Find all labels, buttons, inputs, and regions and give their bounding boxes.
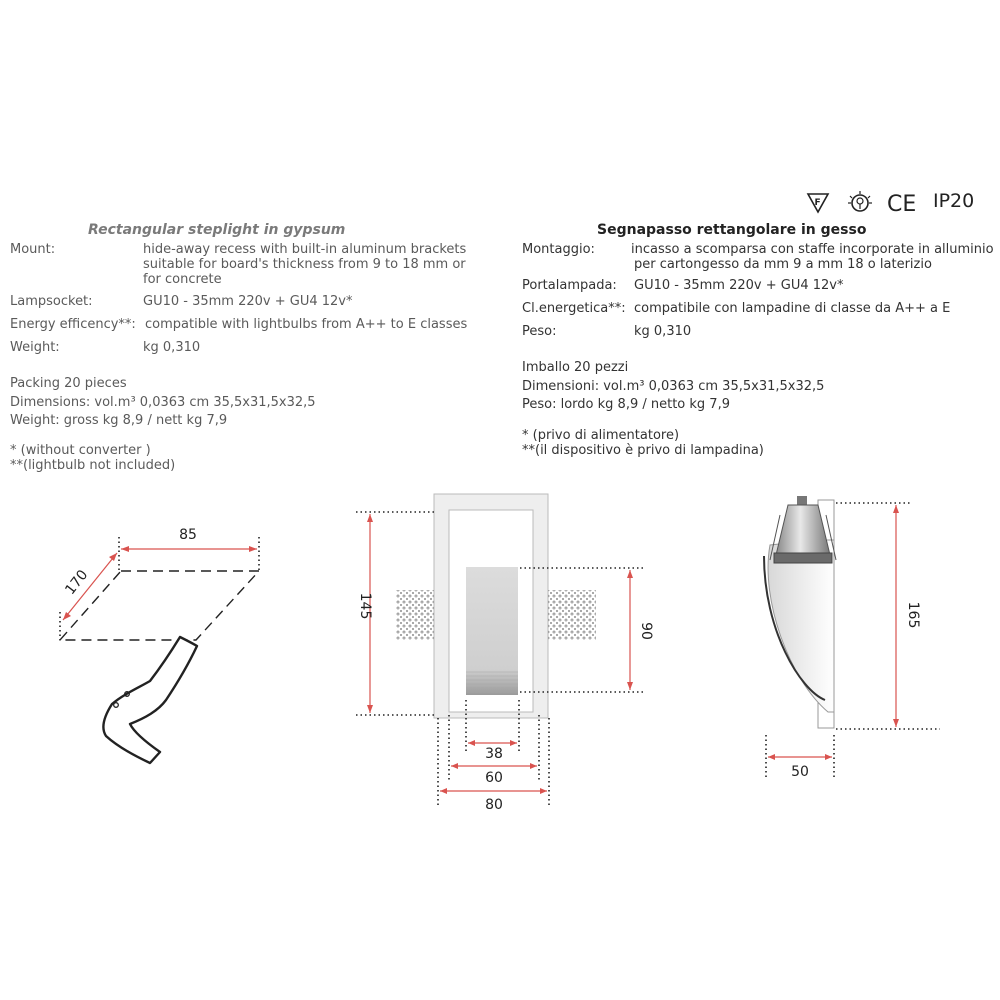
it-note-1: * (privo di alimentatore) [522, 428, 680, 443]
dim-cutout-width: 85 [179, 527, 197, 543]
it-mount-label: Montaggio: [522, 242, 595, 257]
en-mount-line-1: hide-away recess with built-in aluminum brackets [143, 242, 467, 257]
en-mount-line-2: suitable for board's thickness from 9 to 18 mm or [143, 257, 466, 272]
it-packing-3: Peso: lordo kg 8,9 / netto kg 7,9 [522, 397, 730, 412]
it-energy-value: compatibile con lampadine di classe da A++ a E [634, 301, 951, 316]
en-mount-line-3: for concrete [143, 272, 222, 287]
en-energy-label: Energy efficency**: [10, 317, 136, 332]
dim-window-width: 38 [485, 746, 503, 762]
it-weight-value: kg 0,310 [634, 324, 692, 339]
svg-text:F: F [814, 198, 821, 208]
hand-icon [103, 637, 197, 763]
dim-inner-width: 60 [485, 770, 503, 786]
it-weight-label: Peso: [522, 324, 557, 339]
dim-side-height: 165 [905, 601, 921, 629]
en-weight-value: kg 0,310 [143, 340, 201, 355]
cutout-drawing [60, 527, 259, 763]
en-weight-label: Weight: [10, 340, 60, 355]
front-view-drawing [356, 494, 654, 813]
dim-window-height: 90 [638, 622, 654, 640]
it-mount-line-2: per cartongesso da mm 9 a mm 18 o laterizio [634, 257, 932, 272]
dim-front-height: 145 [357, 592, 373, 620]
gypsum-wing-right [548, 590, 596, 640]
it-energy-label: Cl.energetica**: [522, 301, 626, 316]
en-lampsocket-value: GU10 - 35mm 220v + GU4 12v* [143, 294, 353, 309]
gypsum-wing-left [396, 590, 434, 640]
dim-cutout-depth: 170 [62, 567, 92, 598]
italian-title: Segnapasso rettangolare in gesso [597, 222, 867, 238]
en-note-1: * (without converter ) [10, 443, 151, 458]
en-note-2: **(lightbulb not included) [10, 458, 176, 473]
en-mount-label: Mount: [10, 242, 56, 257]
en-packing-1: Packing 20 pieces [10, 376, 127, 391]
en-packing-2: Dimensions: vol.m³ 0,0363 cm 35,5x31,5x32,5 [10, 395, 316, 410]
it-packing-2: Dimensioni: vol.m³ 0,0363 cm 35,5x31,5x32,5 [522, 379, 825, 394]
it-packing-1: Imballo 20 pezzi [522, 360, 629, 375]
it-lampsocket-label: Portalampada: [522, 278, 617, 293]
dim-outer-width: 80 [485, 797, 503, 813]
it-lampsocket-value: GU10 - 35mm 220v + GU4 12v* [634, 278, 844, 293]
en-energy-value: compatible with lightbulbs from A++ to E classes [145, 317, 468, 332]
it-note-2: **(il dispositivo è privo di lampadina) [522, 443, 764, 458]
en-lampsocket-label: Lampsocket: [10, 294, 93, 309]
english-title: Rectangular steplight in gypsum [88, 222, 346, 238]
dim-side-depth: 50 [791, 764, 809, 780]
en-packing-3: Weight: gross kg 8,9 / nett kg 7,9 [10, 413, 228, 428]
it-mount-line-1: incasso a scomparsa con staffe incorporate in alluminio [631, 242, 994, 257]
side-view-drawing [764, 496, 940, 780]
ip-rating: IP20 [933, 190, 975, 212]
ce-mark-icon: CE [887, 192, 917, 217]
